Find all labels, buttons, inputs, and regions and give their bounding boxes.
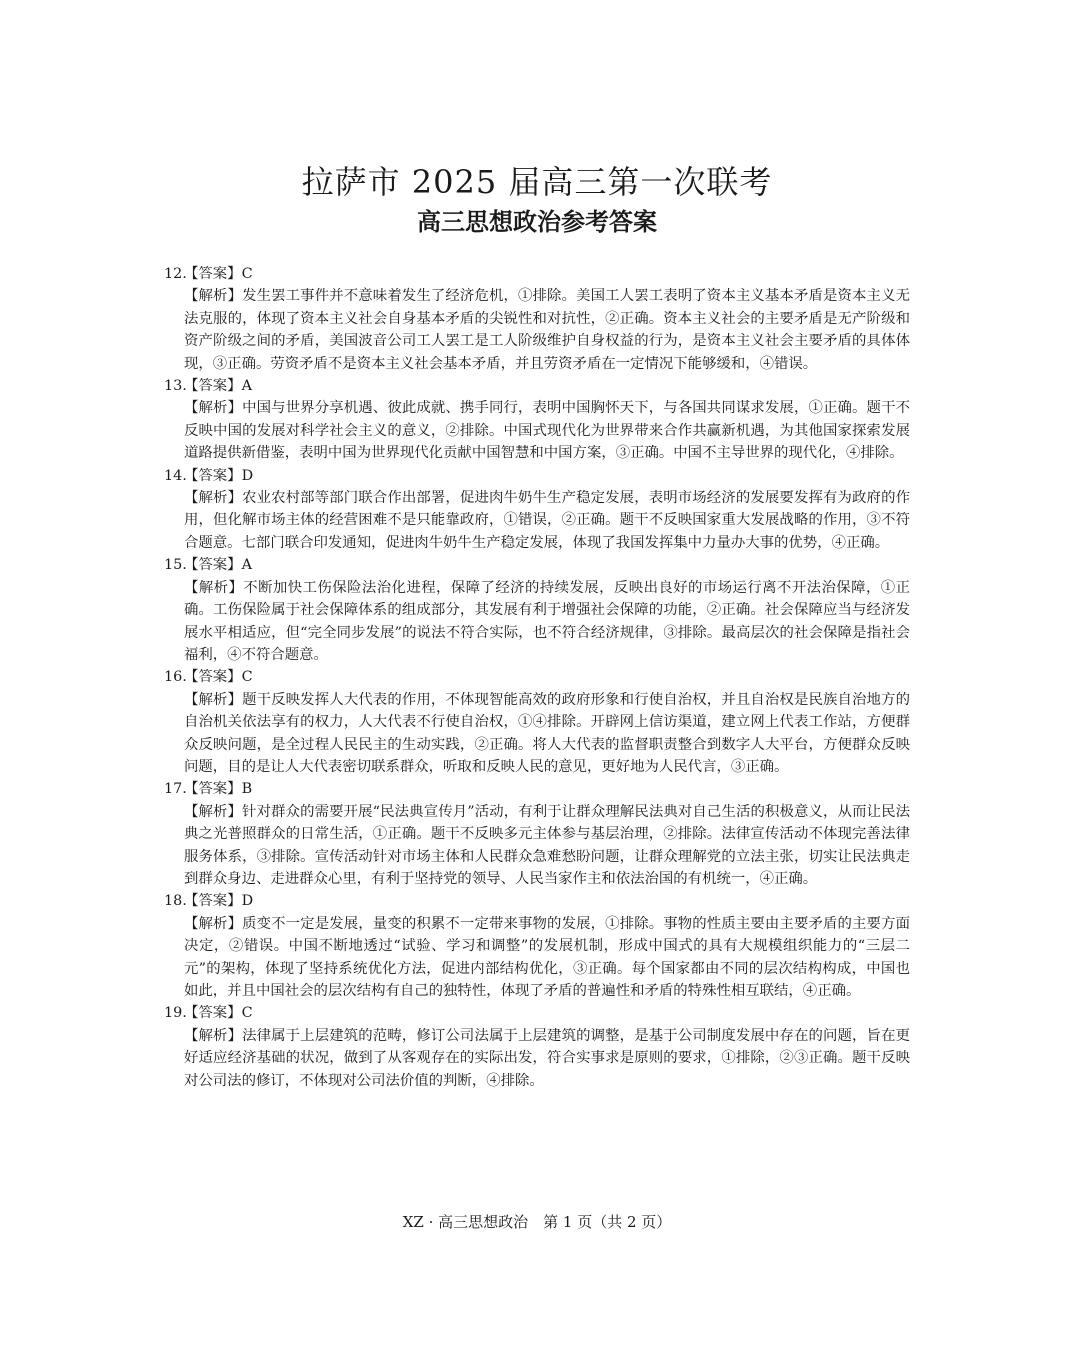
explanation-text: 【解析】针对群众的需要开展“民法典宣传月”活动，有利于让群众理解民法典对自己生活的积极意义，从而让民法典之光普照群众的日常生活，①正确。题干不反映多元主体参与基层治理，②排除。法律宣传活动不体现完善法律服务体系，③排除。宣传活动针对市场主体和人民群众急难愁盼问题，让群众理解党的立法主张，切实让民法典走到群众身边、走进群众心里，有利于坚持党的领导、人民当家作主和依法治国的有机统一，④正确。 <box>184 803 910 887</box>
answer-label: 【答案】A <box>184 557 252 574</box>
question-number: 16. <box>164 669 187 686</box>
question-number: 17. <box>164 781 187 798</box>
page-title: 拉萨市 2025 届高三第一次联考 <box>301 163 773 201</box>
question-item <box>164 666 910 778</box>
question-item <box>164 1002 910 1092</box>
answer-label: 【答案】C <box>184 669 253 686</box>
question-number: 18. <box>164 893 187 910</box>
explanation-text: 【解析】不断加快工伤保险法治化进程，保障了经济的持续发展，反映出良好的市场运行离不开法治保障，①正确。工伤保险属于社会保障体系的组成部分，其发展有利于增强社会保障的功能，②正确。社会保障应当与经济发展水平相适应，但“完全同步发展”的说法不符合实际，也不符合经济规律，③排除。最高层次的社会保障是指社会福利，④不符合题意。 <box>184 579 910 663</box>
answer-label: 【答案】D <box>184 467 254 484</box>
explanation-text: 【解析】题干反映发挥人大代表的作用，不体现智能高效的政府形象和行使自治权，并且自治权是民族自治地方的自治机关依法享有的权力，人大代表不行使自治权，①④排除。开辟网上信访渠道，建立网上代表工作站，方便群众反映问题，是全过程人民民主的生动实践，②正确。将人大代表的监督职责整合到数字人大平台，方便群众反映问题，目的是让人大代表密切联系群众，听取和反映人民的意见，更好地为人民代言，③正确。 <box>184 691 910 775</box>
page-subtitle: 高三思想政治参考答案 <box>417 208 657 236</box>
answer-label: 【答案】C <box>184 266 253 282</box>
answer-label: 【答案】A <box>184 378 252 395</box>
question-number: 14. <box>164 467 187 484</box>
question-number: 19. <box>164 1005 187 1022</box>
question-item <box>164 375 910 465</box>
explanation-text: 【解析】农业农村部等部门联合作出部署，促进肉牛奶牛生产稳定发展，表明市场经济的发展要发挥有为政府的作用，但化解市场主体的经营困难不是只能靠政府，①错误，②正确。题干不反映国家重大发展战略的作用，③不符合题意。七部门联合印发通知，促进肉牛奶牛生产稳定发展，体现了我国发挥集中力量办大事的优势，④正确。 <box>184 490 910 551</box>
question-number: 12. <box>164 266 187 282</box>
question-item <box>164 890 910 1002</box>
answer-label: 【答案】C <box>184 1005 253 1022</box>
answer-label: 【答案】D <box>184 893 254 910</box>
question-item <box>164 554 910 666</box>
question-number: 15. <box>164 557 187 574</box>
explanation-text: 【解析】发生罢工事件并不意味着发生了经济危机，①排除。美国工人罢工表明了资本主义基本矛盾是资本主义无法克服的，体现了资本主义社会自身基本矛盾的尖锐性和对抗性，②正确。资本主义社会的主要矛盾是无产阶级和资产阶级之间的矛盾，美国波音公司工人罢工是工人阶级维护自身权益的行为，是资本主义社会主要矛盾的具体体现，③正确。劳资矛盾不是资本主义社会基本矛盾，并且劳资矛盾在一定情况下能够缓和，④错误。 <box>184 288 910 372</box>
answer-list <box>164 263 910 1092</box>
explanation-text: 【解析】法律属于上层建筑的范畴，修订公司法属于上层建筑的调整，是基于公司制度发展中存在的问题，旨在更好适应经济基础的状况，做到了从客观存在的实际出发，符合实事求是原则的要求，①排除，②③正确。题干反映对公司法的修订，不体现对公司法价值的判断，④排除。 <box>184 1027 910 1089</box>
explanation-text: 【解析】质变不一定是发展，量变的积累不一定带来事物的发展，①排除。事物的性质主要由主要矛盾的主要方面决定，②错误。中国不断地透过“试验、学习和调整”的发展机制，形成中国式的具有大规模组织能力的“三层二元”的架构，体现了坚持系统优化方法，促进内部结构优化，③正确。每个国家都由不同的层次结构构成，中国也如此，并且中国社会的层次结构有自己的独特性，体现了矛盾的普遍性和矛盾的特殊性相互联结，④正确。 <box>184 915 910 999</box>
answer-label: 【答案】B <box>184 781 253 798</box>
question-item <box>164 263 910 375</box>
question-item <box>164 465 910 555</box>
page-footer: XZ · 高三思想政治 第 1 页（共 2 页） <box>402 1213 672 1231</box>
question-item <box>164 778 910 890</box>
question-number: 13. <box>164 378 187 395</box>
explanation-text: 【解析】中国与世界分享机遇、彼此成就、携手同行，表明中国胸怀天下，与各国共同谋求发展，①正确。题干不反映中国的发展对科学社会主义的意义，②排除。中国式现代化为世界带来合作共赢新机遇，为其他国家探索发展道路提供新借鉴，表明中国为世界现代化贡献中国智慧和中国方案，③正确。中国不主导世界的现代化，④排除。 <box>184 400 910 462</box>
